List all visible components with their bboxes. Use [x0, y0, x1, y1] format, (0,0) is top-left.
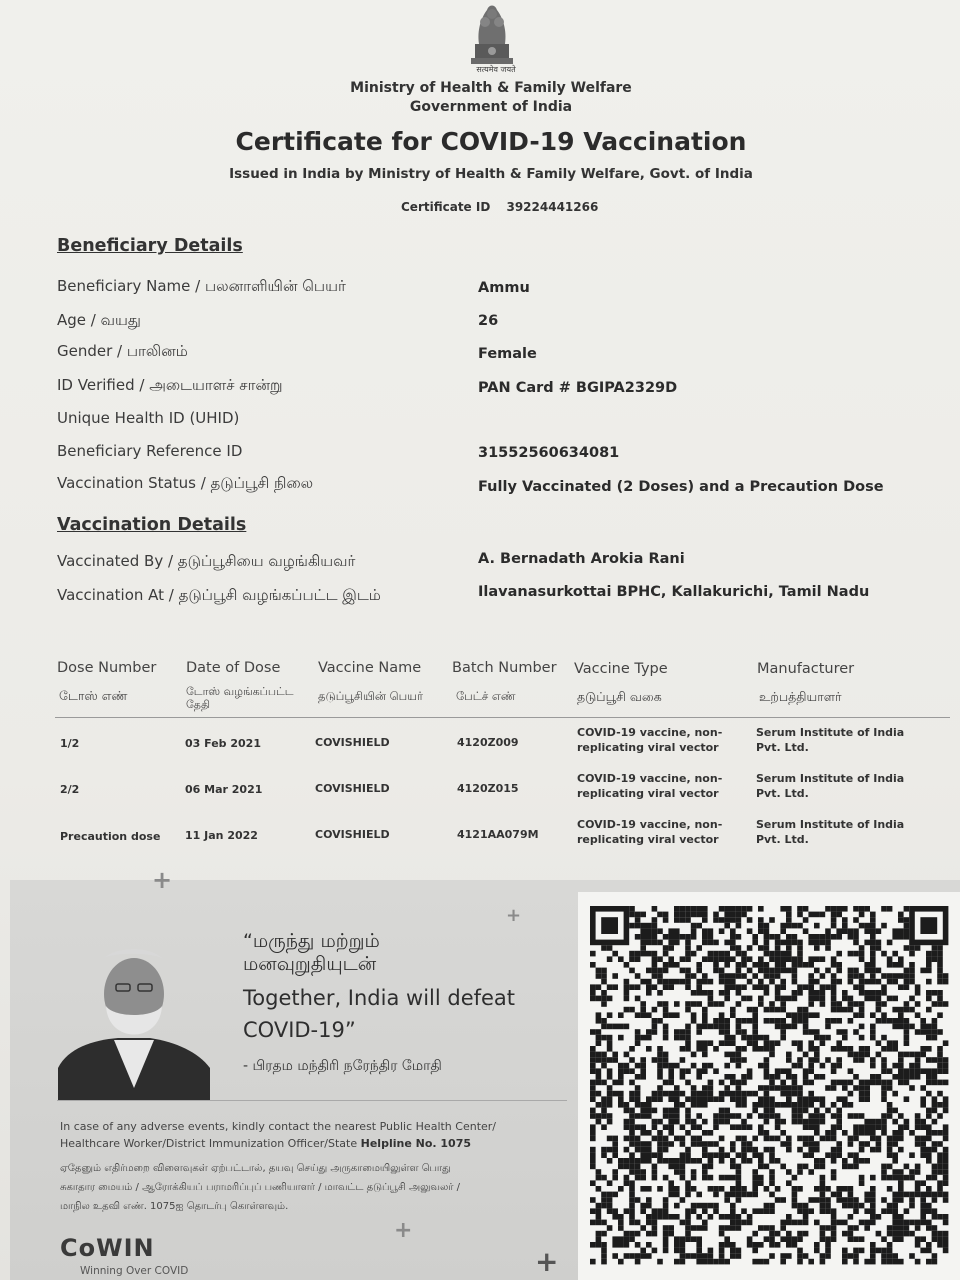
- quote-tamil-line1: “மருந்து மற்றும்: [243, 930, 380, 952]
- row3-type: COVID-19 vaccine, non-replicating viral vector: [577, 818, 723, 846]
- adverse-event-notice: [60, 1118, 580, 1152]
- banner-divider: [57, 1100, 567, 1101]
- id-verified-value: PAN Card # BGIPA2329D: [478, 380, 678, 396]
- issued-by: Issued in India by Ministry of Health & Family Welfare, Govt. of India: [229, 166, 753, 182]
- row3-dose: Precaution dose: [60, 830, 161, 843]
- row2-type: COVID-19 vaccine, non-replicating viral vector: [577, 772, 723, 800]
- row3-name: COVISHIELD: [315, 828, 390, 841]
- th-vaccine-name: Vaccine Name: [318, 660, 422, 676]
- row2-name: COVISHIELD: [315, 782, 390, 795]
- vaccination-heading: Vaccination Details: [57, 515, 247, 535]
- row2-dose: 2/2: [60, 783, 80, 796]
- plus-decoration-icon: +: [535, 1245, 559, 1278]
- gender-label: Gender / பாலினம்: [57, 342, 188, 360]
- vaccination-status-value: Fully Vaccinated (2 Doses) and a Precaution Dose: [478, 479, 884, 495]
- vaccination-status-label: Vaccination Status / தடுப்பூசி நிலை: [57, 474, 314, 492]
- government-name: Government of India: [409, 99, 573, 115]
- quote-tamil: [243, 930, 380, 976]
- plus-decoration-icon: +: [394, 1218, 413, 1243]
- reference-id-label: Beneficiary Reference ID: [57, 442, 243, 460]
- age-value: 26: [478, 313, 499, 329]
- row3-batch: 4121AA079M: [457, 828, 539, 841]
- row2-batch: 4120Z015: [457, 782, 519, 795]
- notice-ta-line1: ஏதேனும் எதிர்மறை விளைவுகள் ஏற்பட்டால், தயவு செய்து அருகாமையிலுள்ள பொது: [60, 1163, 451, 1174]
- certificate-id-label: Certificate ID: [401, 200, 491, 214]
- notice-ta-line3: மாநில உதவி எண். 1075ஐ தொடர்பு கொள்ளவும்.: [60, 1201, 289, 1212]
- th-manufacturer-ta: உற்பத்தியாளர்: [759, 689, 842, 704]
- cowin-tagline: Winning Over COVID: [80, 1265, 189, 1277]
- row1-batch: 4120Z009: [457, 736, 519, 749]
- reference-id-value: 31552560634081: [478, 445, 620, 461]
- th-batch: Batch Number: [452, 660, 557, 676]
- vaccination-at-label: Vaccination At / தடுப்பூசி வழங்கப்பட்ட இடம்: [57, 586, 381, 604]
- id-verified-label: ID Verified / அடையாளச் சான்று: [57, 376, 283, 394]
- ministry-name: Ministry of Health & Family Welfare: [350, 80, 632, 96]
- prime-minister-portrait: [58, 948, 210, 1100]
- th-vaccine-type-ta: தடுப்பூசி வகை: [577, 689, 662, 704]
- row2-date: 06 Mar 2021: [185, 783, 263, 796]
- quote-attribution: - பிரதம மந்திரி நரேந்திர மோதி: [243, 1058, 442, 1074]
- helpline-number: Helpline No. 1075: [360, 1137, 472, 1150]
- th-vaccine-type: Vaccine Type: [574, 661, 668, 677]
- row1-dose: 1/2: [60, 737, 80, 750]
- notice-line2: Healthcare Worker/District Immunization Officer/State: [60, 1137, 358, 1150]
- row1-type: COVID-19 vaccine, non-replicating viral vector: [577, 726, 723, 754]
- certificate-id: [401, 200, 598, 214]
- th-date: Date of Dose: [186, 660, 281, 676]
- row1-date: 03 Feb 2021: [185, 737, 261, 750]
- beneficiary-name-value: Ammu: [478, 280, 530, 296]
- row3-date: 11 Jan 2022: [185, 829, 258, 842]
- vaccination-at-value: Ilavanasurkottai BPHC, Kallakurichi, Tamil Nadu: [478, 584, 870, 600]
- beneficiary-heading: Beneficiary Details: [57, 236, 243, 256]
- certificate-title: Certificate for COVID-19 Vaccination: [235, 127, 747, 156]
- age-label: Age / வயது: [57, 311, 141, 329]
- qr-code-icon: [578, 892, 960, 1280]
- quote-tamil-line2: மனவுறுதியுடன்: [243, 953, 377, 975]
- certificate-id-value: 39224441266: [506, 200, 599, 214]
- row1-name: COVISHIELD: [315, 736, 390, 749]
- adverse-event-notice-tamil: [60, 1159, 580, 1216]
- row1-maker: Serum Institute of India Pvt. Ltd.: [756, 726, 905, 754]
- cowin-logo: CoWIN: [60, 1234, 155, 1262]
- notice-ta-line2: சுகாதார மையம் / ஆரோக்கியப் பராமரிப்புப் பணியாளர் / மாவட்ட தடுப்பூசி அலுவலர் /: [60, 1182, 461, 1193]
- row2-maker: Serum Institute of India Pvt. Ltd.: [756, 772, 905, 800]
- plus-decoration-icon: +: [152, 866, 173, 894]
- th-batch-ta: பேட்ச் எண்: [456, 689, 516, 703]
- th-dose-number: Dose Number: [57, 660, 157, 676]
- plus-decoration-icon: +: [506, 905, 522, 926]
- th-date-ta: டோஸ் வழங்கப்பட்ட தேதி: [186, 685, 294, 711]
- uhid-label: Unique Health ID (UHID): [57, 409, 240, 427]
- th-vaccine-name-ta: தடுப்பூசியின் பெயர்: [318, 689, 424, 703]
- emblem-motto: सत्यमेव जयते: [476, 65, 516, 74]
- beneficiary-name-label: Beneficiary Name / பலனாளியின் பெயர்: [57, 277, 346, 295]
- table-header-divider: [55, 717, 950, 718]
- row3-maker: Serum Institute of India Pvt. Ltd.: [756, 818, 905, 846]
- vaccinated-by-label: Vaccinated By / தடுப்பூசியை வழங்கியவர்: [57, 552, 356, 570]
- notice-line1: In case of any adverse events, kindly contact the nearest Public Health Center/: [60, 1120, 497, 1133]
- th-dose-number-ta: டோஸ் எண்: [59, 688, 128, 703]
- th-manufacturer: Manufacturer: [757, 661, 855, 677]
- quote-english: Together, India will defeat COVID-19”: [243, 986, 516, 1042]
- gender-value: Female: [478, 346, 537, 362]
- vaccinated-by-value: A. Bernadath Arokia Rani: [478, 551, 685, 567]
